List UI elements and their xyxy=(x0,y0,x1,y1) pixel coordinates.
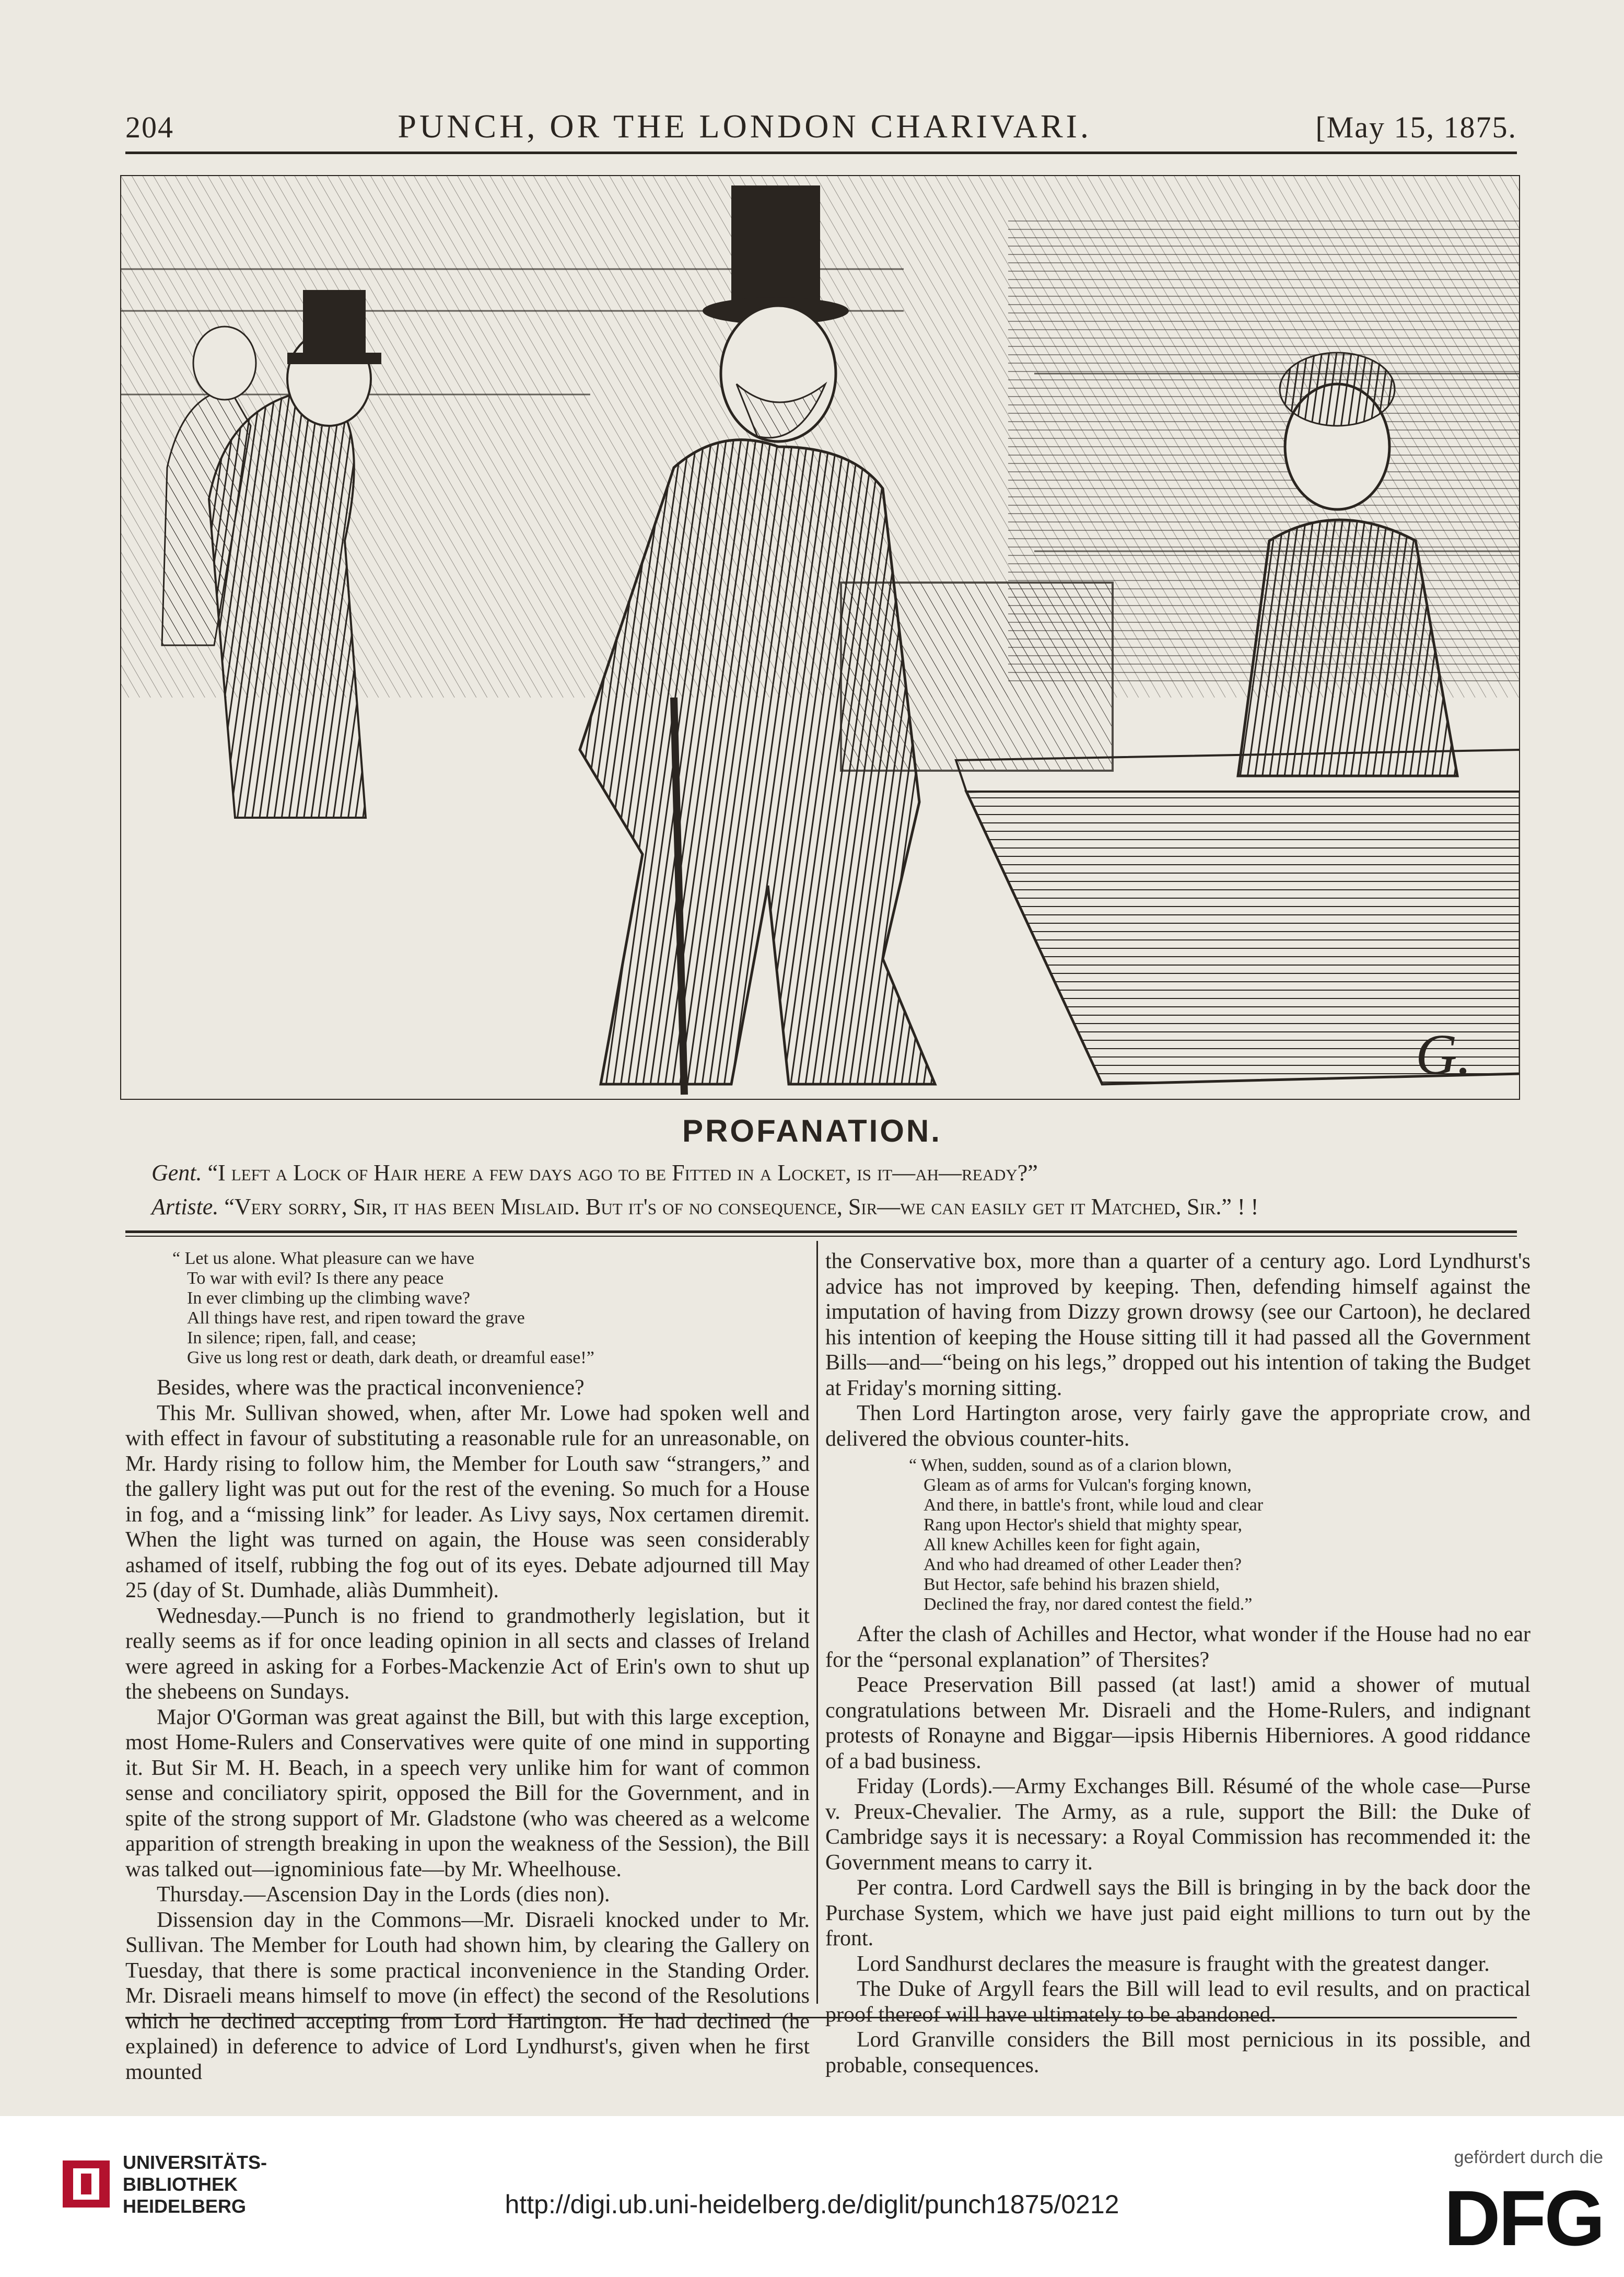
paragraph: Then Lord Hartington arose, very fairly gave the appropriate crow, and delivered the obvious counter-hits. xyxy=(825,1401,1530,1451)
cartoon-caption-line-1 xyxy=(151,1157,1520,1189)
left-column xyxy=(125,1249,810,2085)
institution-name: UNIVERSITÄTS- BIBLIOTHEK HEIDELBERG xyxy=(123,2152,267,2217)
column-separator xyxy=(816,1241,818,2004)
paragraph: Friday (Lords).—Army Exchanges Bill. Résumé of the whole case—Purse v. Preux-Chevalier. The Army, as a rule, support the Bill: the Duke of Cambridge says it is necessary: a Royal Commission has recommended it: the Government means to carry it. xyxy=(825,1774,1530,1875)
svg-text:G.: G. xyxy=(1416,1023,1471,1086)
speaker-label: Gent. xyxy=(151,1160,202,1186)
poem-line: Declined the fray, nor dared contest the field.” xyxy=(924,1595,1253,1614)
poem-line: All knew Achilles keen for fight again, xyxy=(924,1535,1200,1554)
poem-line: All things have rest, and ripen toward the grave xyxy=(187,1308,525,1328)
paragraph: Besides, where was the practical inconvenience? xyxy=(157,1376,585,1400)
poem-line: In ever climbing up the climbing wave? xyxy=(187,1288,470,1308)
page-header xyxy=(125,107,1517,144)
paragraph: Lord Granville considers the Bill most pernicious in its possible, and probable, consequences. xyxy=(825,2028,1530,2077)
paragraph: Wednesday.—Punch is no friend to grandmotherly legislation, but it really seems as if for once leading opinion in all sects and classes of Ireland were agreed in asking for a Forbes-Mackenzie Act of Erin's own to shut up the shebeens on Sundays. xyxy=(125,1604,810,1704)
paragraph: The Duke of Argyll fears the Bill will lead to evil results, and on practical proof thereof will have ultimately to be abandoned. xyxy=(825,1977,1530,2027)
poem-line: “ Let us alone. What pleasure can we have xyxy=(172,1249,475,1268)
dfg-logo: DFG xyxy=(1444,2174,1603,2262)
paragraph: Lord Sandhurst declares the measure is fraught with the greatest danger. xyxy=(857,1951,1490,1976)
paragraph: the Conservative box, more than a quarter of a century ago. Lord Lyndhurst's advice has not improved by keeping. Then, defending himself against the imputation of having from Dizzy grown drowsy (see our Cartoon), he declared his intention of keeping the House sitting till it had passed all the Government Bills—and—“being on his legs,” dropped out his intention of taking the Budget at Friday's morning sitting. xyxy=(825,1249,1530,1400)
caption-text: “I left a Lock of Hair here a few days ago to be Fitted in a Locket, is it—ah—ready?” xyxy=(207,1160,1038,1186)
poem-line: Gleam as of arms for Vulcan's forging known, xyxy=(924,1476,1252,1495)
poem-line: Give us long rest or death, dark death, or dreamful ease!” xyxy=(187,1348,594,1367)
poem-line: Rang upon Hector's shield that mighty spear, xyxy=(924,1515,1243,1535)
paragraph: Dissension day in the Commons—Mr. Disraeli knocked under to Mr. Sullivan. The Member for Louth had shown him, by clearing the Gallery on Tuesday, that there is some practical inconvenience in the Standing Order. Mr. Disraeli means himself to move (in effect) the second of the Resolutions which he declined accepting from Lord Hartington. He had declined (he explained) in deference to advice of Lord Lyndhurst's, given when he first mounted xyxy=(125,1908,810,2084)
caption-rule-thin xyxy=(125,1236,1517,1237)
poem-line: “ When, sudden, sound as of a clarion blown, xyxy=(909,1456,1232,1475)
funding-note: gefördert durch die xyxy=(1454,2147,1603,2167)
cartoon-illustration xyxy=(120,175,1520,1100)
poem-line: And who had dreamed of other Leader then? xyxy=(924,1555,1242,1574)
paragraph: This Mr. Sullivan showed, when, after Mr. Lowe had spoken well and with effect in favour of substituting a reasonable rule for an unreasonable, on Mr. Hardy rising to follow him, the Member for Louth saw “strangers,” and the gallery light was put out for the rest of the evening. So much for a House in fog, and a “missing link” for leader. As Livy says, Nox certamen diremit. When the light was turned on again, the House was seen considerably ashamed of itself, rubbing the fog out of its eyes. Debate adjourned till May 25 (day of St. Dumhade, aliàs Dummheit). xyxy=(125,1401,810,1602)
caption-rule xyxy=(125,1230,1517,1233)
speaker-label: Artiste. xyxy=(151,1194,219,1219)
poem-line: But Hector, safe behind his brazen shield, xyxy=(924,1575,1220,1594)
caption-text: “Very sorry, Sir, it has been Mislaid. But it's of no consequence, Sir—we can easily get it Matched, Sir.” ! ! xyxy=(224,1194,1259,1219)
paragraph: Major O'Gorman was great against the Bill, but with this large exception, most Home-Rulers and Conservatives were quite of one mind in supporting it. But Sir M. H. Beach, in a speech very unlike him for want of common sense and conciliatory spirit, opposed the Bill for the Government, and in spite of the strong support of Mr. Gladstone (who was cheered as a welcome apparition of strength breaking in upon the weakness of the Session), the Bill was talked out—ignominious fate—by Mr. Wheelhouse. xyxy=(125,1705,810,1881)
cartoon-title: PROFANATION. xyxy=(682,1113,942,1148)
header-rule xyxy=(125,152,1517,154)
issue-date: [May 15, 1875. xyxy=(1315,110,1517,144)
poem-line: In silence; ripen, fall, and cease; xyxy=(187,1328,416,1347)
quoted-poem xyxy=(125,1249,810,1368)
paragraph: Peace Preservation Bill passed (at last!) amid a shower of mutual congratulations between Mr. Disraeli and the Home-Rulers, and indignant protests of Ronayne and Biggar—ipsis Hibernis Hiberniores. A good riddance of a bad business. xyxy=(825,1673,1530,1773)
poem-line: And there, in battle's front, while loud and clear xyxy=(924,1495,1264,1515)
page-number: 204 xyxy=(125,110,174,144)
periodical-title: PUNCH, OR THE LONDON CHARIVARI. xyxy=(398,108,1092,145)
poem-line: To war with evil? Is there any peace xyxy=(187,1269,444,1288)
source-url-link[interactable]: http://digi.ub.uni-heidelberg.de/diglit/punch1875/0212 xyxy=(505,2190,1119,2219)
right-column xyxy=(825,1249,1530,2078)
paragraph: After the clash of Achilles and Hector, what wonder if the House had no ear for the “personal explanation” of Thersites? xyxy=(825,1622,1530,1672)
paragraph: Thursday.—Ascension Day in the Lords (dies non). xyxy=(157,1883,610,1907)
bottom-rule xyxy=(125,2017,1517,2018)
paragraph: Per contra. Lord Cardwell says the Bill is bringing in by the back door the Purchase System, which we have just paid eight millions to turn out by the front. xyxy=(825,1876,1530,1950)
cartoon-caption-line-2 xyxy=(151,1191,1520,1223)
quoted-poem xyxy=(825,1456,1530,1614)
